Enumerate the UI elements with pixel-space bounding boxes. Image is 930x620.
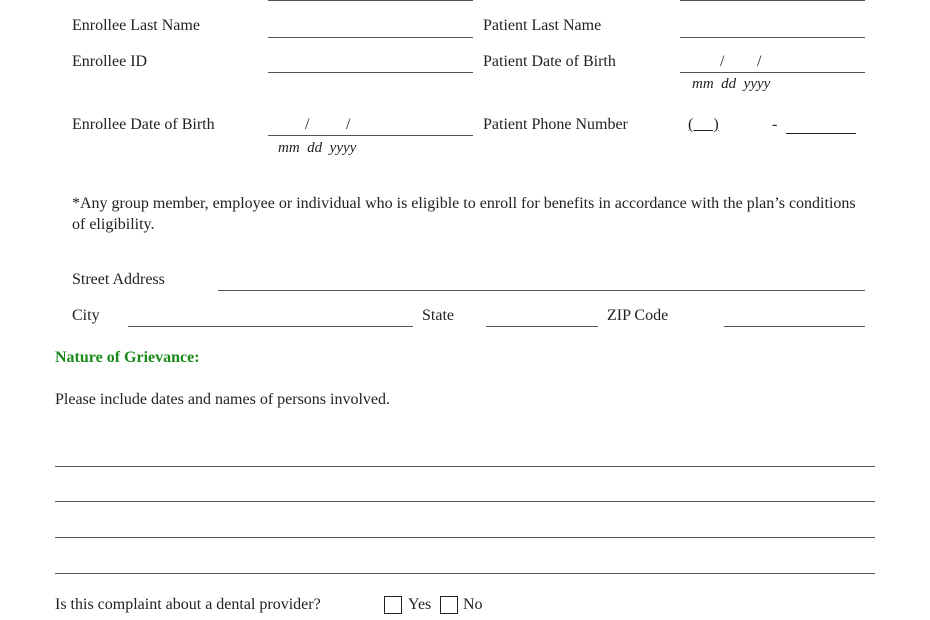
enrollee-dob-hint: mm dd yyyy [278, 140, 357, 156]
patient-dob-field[interactable] [680, 72, 865, 73]
enrollee-dob-slash-2: / [346, 116, 351, 133]
grievance-line-4[interactable] [55, 573, 875, 574]
state-field[interactable] [486, 326, 598, 327]
zip-field[interactable] [724, 326, 865, 327]
city-field[interactable] [128, 326, 413, 327]
grievance-line-3[interactable] [55, 537, 875, 538]
patient-last-name-label: Patient Last Name [483, 17, 602, 34]
patient-dob-slash-2: / [757, 53, 762, 70]
enrollee-dob-label: Enrollee Date of Birth [72, 116, 215, 133]
patient-last-name-field[interactable] [680, 37, 865, 38]
enrollee-dob-field[interactable] [268, 135, 473, 136]
dental-no-label: No [463, 596, 483, 613]
patient-first-name-line[interactable] [680, 0, 865, 1]
patient-phone-dash: - [772, 116, 778, 133]
grievance-instructions: Please include dates and names of persons involved. [55, 391, 391, 408]
street-address-field[interactable] [218, 290, 865, 291]
city-label: City [72, 307, 100, 324]
street-address-label: Street Address [72, 271, 165, 288]
enrollee-id-field[interactable] [268, 72, 473, 73]
enrollee-last-name-field[interactable] [268, 37, 473, 38]
grievance-heading: Nature of Grievance: [55, 349, 200, 366]
enrollee-id-label: Enrollee ID [72, 53, 148, 70]
zip-label: ZIP Code [607, 307, 669, 324]
patient-phone-label: Patient Phone Number [483, 116, 628, 133]
patient-dob-hint: mm dd yyyy [692, 76, 771, 92]
enrollee-dob-slash-1: / [305, 116, 310, 133]
enrollee-last-name-label: Enrollee Last Name [72, 17, 200, 34]
patient-phone-area[interactable]: ( ) [688, 116, 719, 133]
enrollee-first-name-line[interactable] [268, 0, 473, 1]
patient-dob-label: Patient Date of Birth [483, 53, 616, 70]
state-label: State [422, 307, 454, 324]
patient-phone-field[interactable] [786, 133, 856, 134]
grievance-line-1[interactable] [55, 466, 875, 467]
dental-question-label: Is this complaint about a dental provider? [55, 596, 321, 613]
dental-yes-label: Yes [408, 596, 432, 613]
grievance-line-2[interactable] [55, 501, 875, 502]
dental-no-checkbox[interactable] [440, 596, 458, 614]
patient-dob-slash-1: / [720, 53, 725, 70]
eligibility-note: *Any group member, employee or individual who is eligible to enroll for benefits in accordance with the plan’s conditions of eligibility. [72, 195, 856, 233]
dental-yes-checkbox[interactable] [384, 596, 402, 614]
